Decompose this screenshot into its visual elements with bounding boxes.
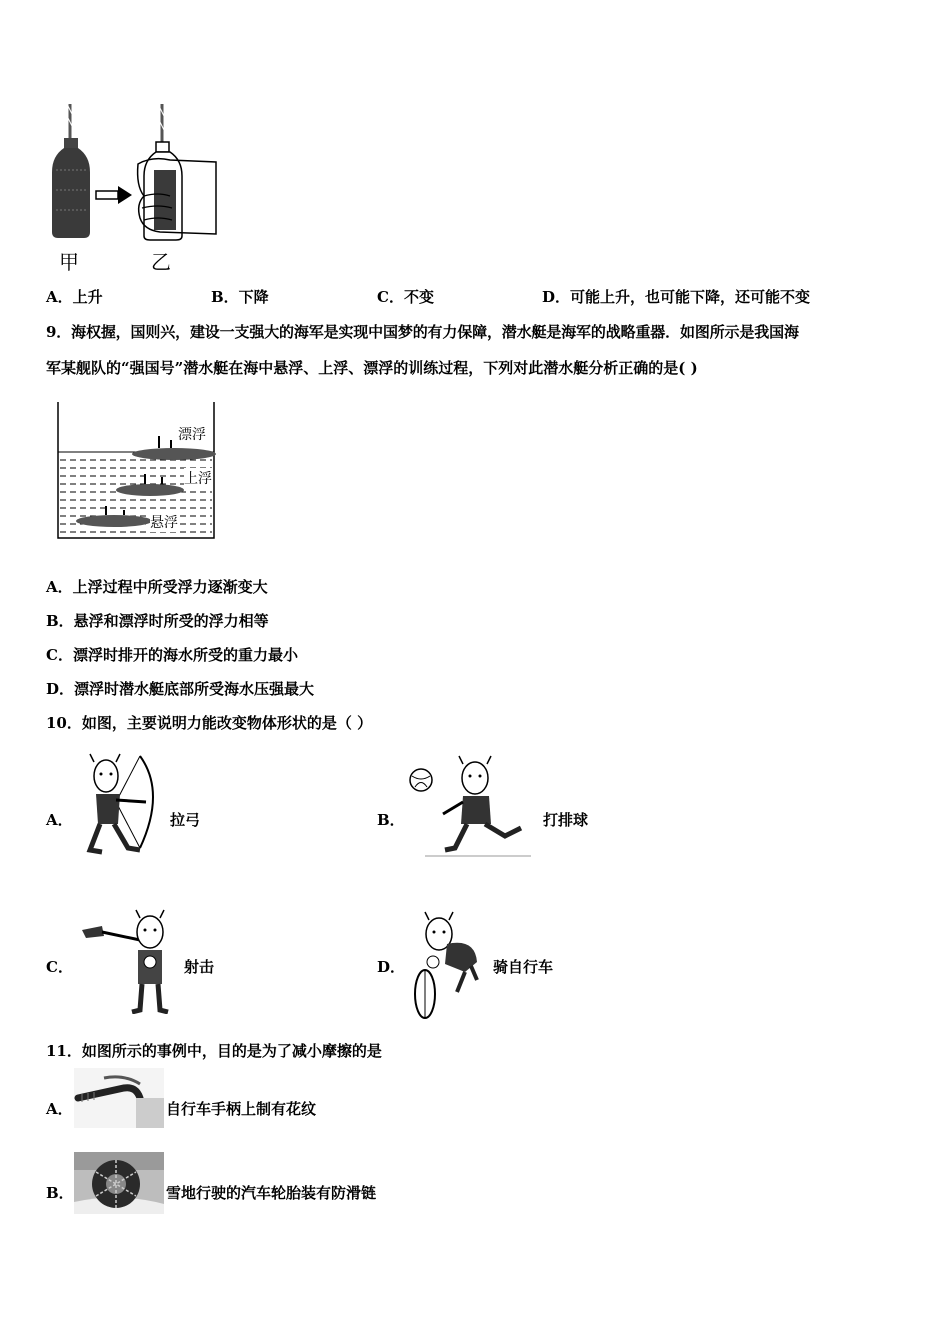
q9-option-b[interactable]: B．悬浮和漂浮时所受的浮力相等 [46, 612, 269, 630]
arrow-icon [96, 186, 132, 204]
q10-option-a-caption: 拉弓 [170, 811, 201, 829]
label-yi: 乙 [151, 250, 171, 274]
label-float: 漂浮 [178, 424, 206, 444]
snow-chain-tire-photo [74, 1152, 164, 1214]
q10-option-c-caption: 射击 [184, 958, 215, 976]
cycling-illustration [405, 908, 491, 1020]
q9-option-c[interactable]: C．漂浮时排开的海水所受的重力最小 [46, 646, 298, 664]
q10-option-c-letter[interactable]: C． [46, 958, 73, 976]
q10-option-d-caption: 骑自行车 [493, 958, 554, 976]
volleyball-illustration [405, 752, 533, 860]
q9-submarine-figure [56, 402, 218, 542]
label-rise: 上浮 [184, 468, 212, 488]
q11-option-a-letter[interactable]: A． [46, 1100, 73, 1118]
q8-option-b[interactable]: B．下降 [211, 288, 269, 306]
q9-option-a[interactable]: A．上浮过程中所受浮力逐渐变大 [46, 578, 268, 596]
bottle-jia-illustration [52, 104, 90, 238]
q10-stem: 10．如图，主要说明力能改变物体形状的是（ ） [46, 714, 373, 732]
q8-bottles-figure [40, 100, 220, 272]
q8-option-d[interactable]: D．可能上升，也可能下降，还可能不变 [542, 288, 811, 306]
q10-option-b-caption: 打排球 [543, 811, 589, 829]
q10-option-d-letter[interactable]: D． [377, 958, 406, 976]
handlebar-photo [74, 1068, 164, 1128]
q10-option-b-letter[interactable]: B． [377, 811, 405, 829]
q9-stem-line2: 军某舰队的“强国号”潜水艇在海中悬浮、上浮、漂浮的训练过程，下列对此潜水艇分析正确的是( ) [46, 359, 698, 377]
q11-option-b-letter[interactable]: B． [46, 1184, 74, 1202]
label-suspend: 悬浮 [150, 512, 178, 532]
submarine-rising [116, 474, 184, 496]
q9-stem-line1: 9．海权握，国则兴，建设一支强大的海军是实现中国梦的有力保障，潜水艇是海军的战略重器．如图所示是我国海 [46, 323, 799, 341]
shooting-illustration [80, 906, 176, 1014]
label-jia: 甲 [59, 250, 79, 274]
archer-illustration [80, 752, 168, 860]
q11-stem: 11．如图所示的事例中，目的是为了减小摩擦的是 [46, 1042, 382, 1060]
q9-option-d[interactable]: D．漂浮时潜水艇底部所受海水压强最大 [46, 680, 315, 698]
q11-option-a-caption: 自行车手柄上制有花纹 [166, 1100, 317, 1118]
q8-option-a[interactable]: A．上升 [46, 288, 103, 306]
q8-option-c[interactable]: C．不变 [377, 288, 434, 306]
q10-option-a-letter[interactable]: A． [46, 811, 73, 829]
bottle-yi-illustration [138, 104, 216, 240]
q11-option-b-caption: 雪地行驶的汽车轮胎装有防滑链 [166, 1184, 377, 1202]
